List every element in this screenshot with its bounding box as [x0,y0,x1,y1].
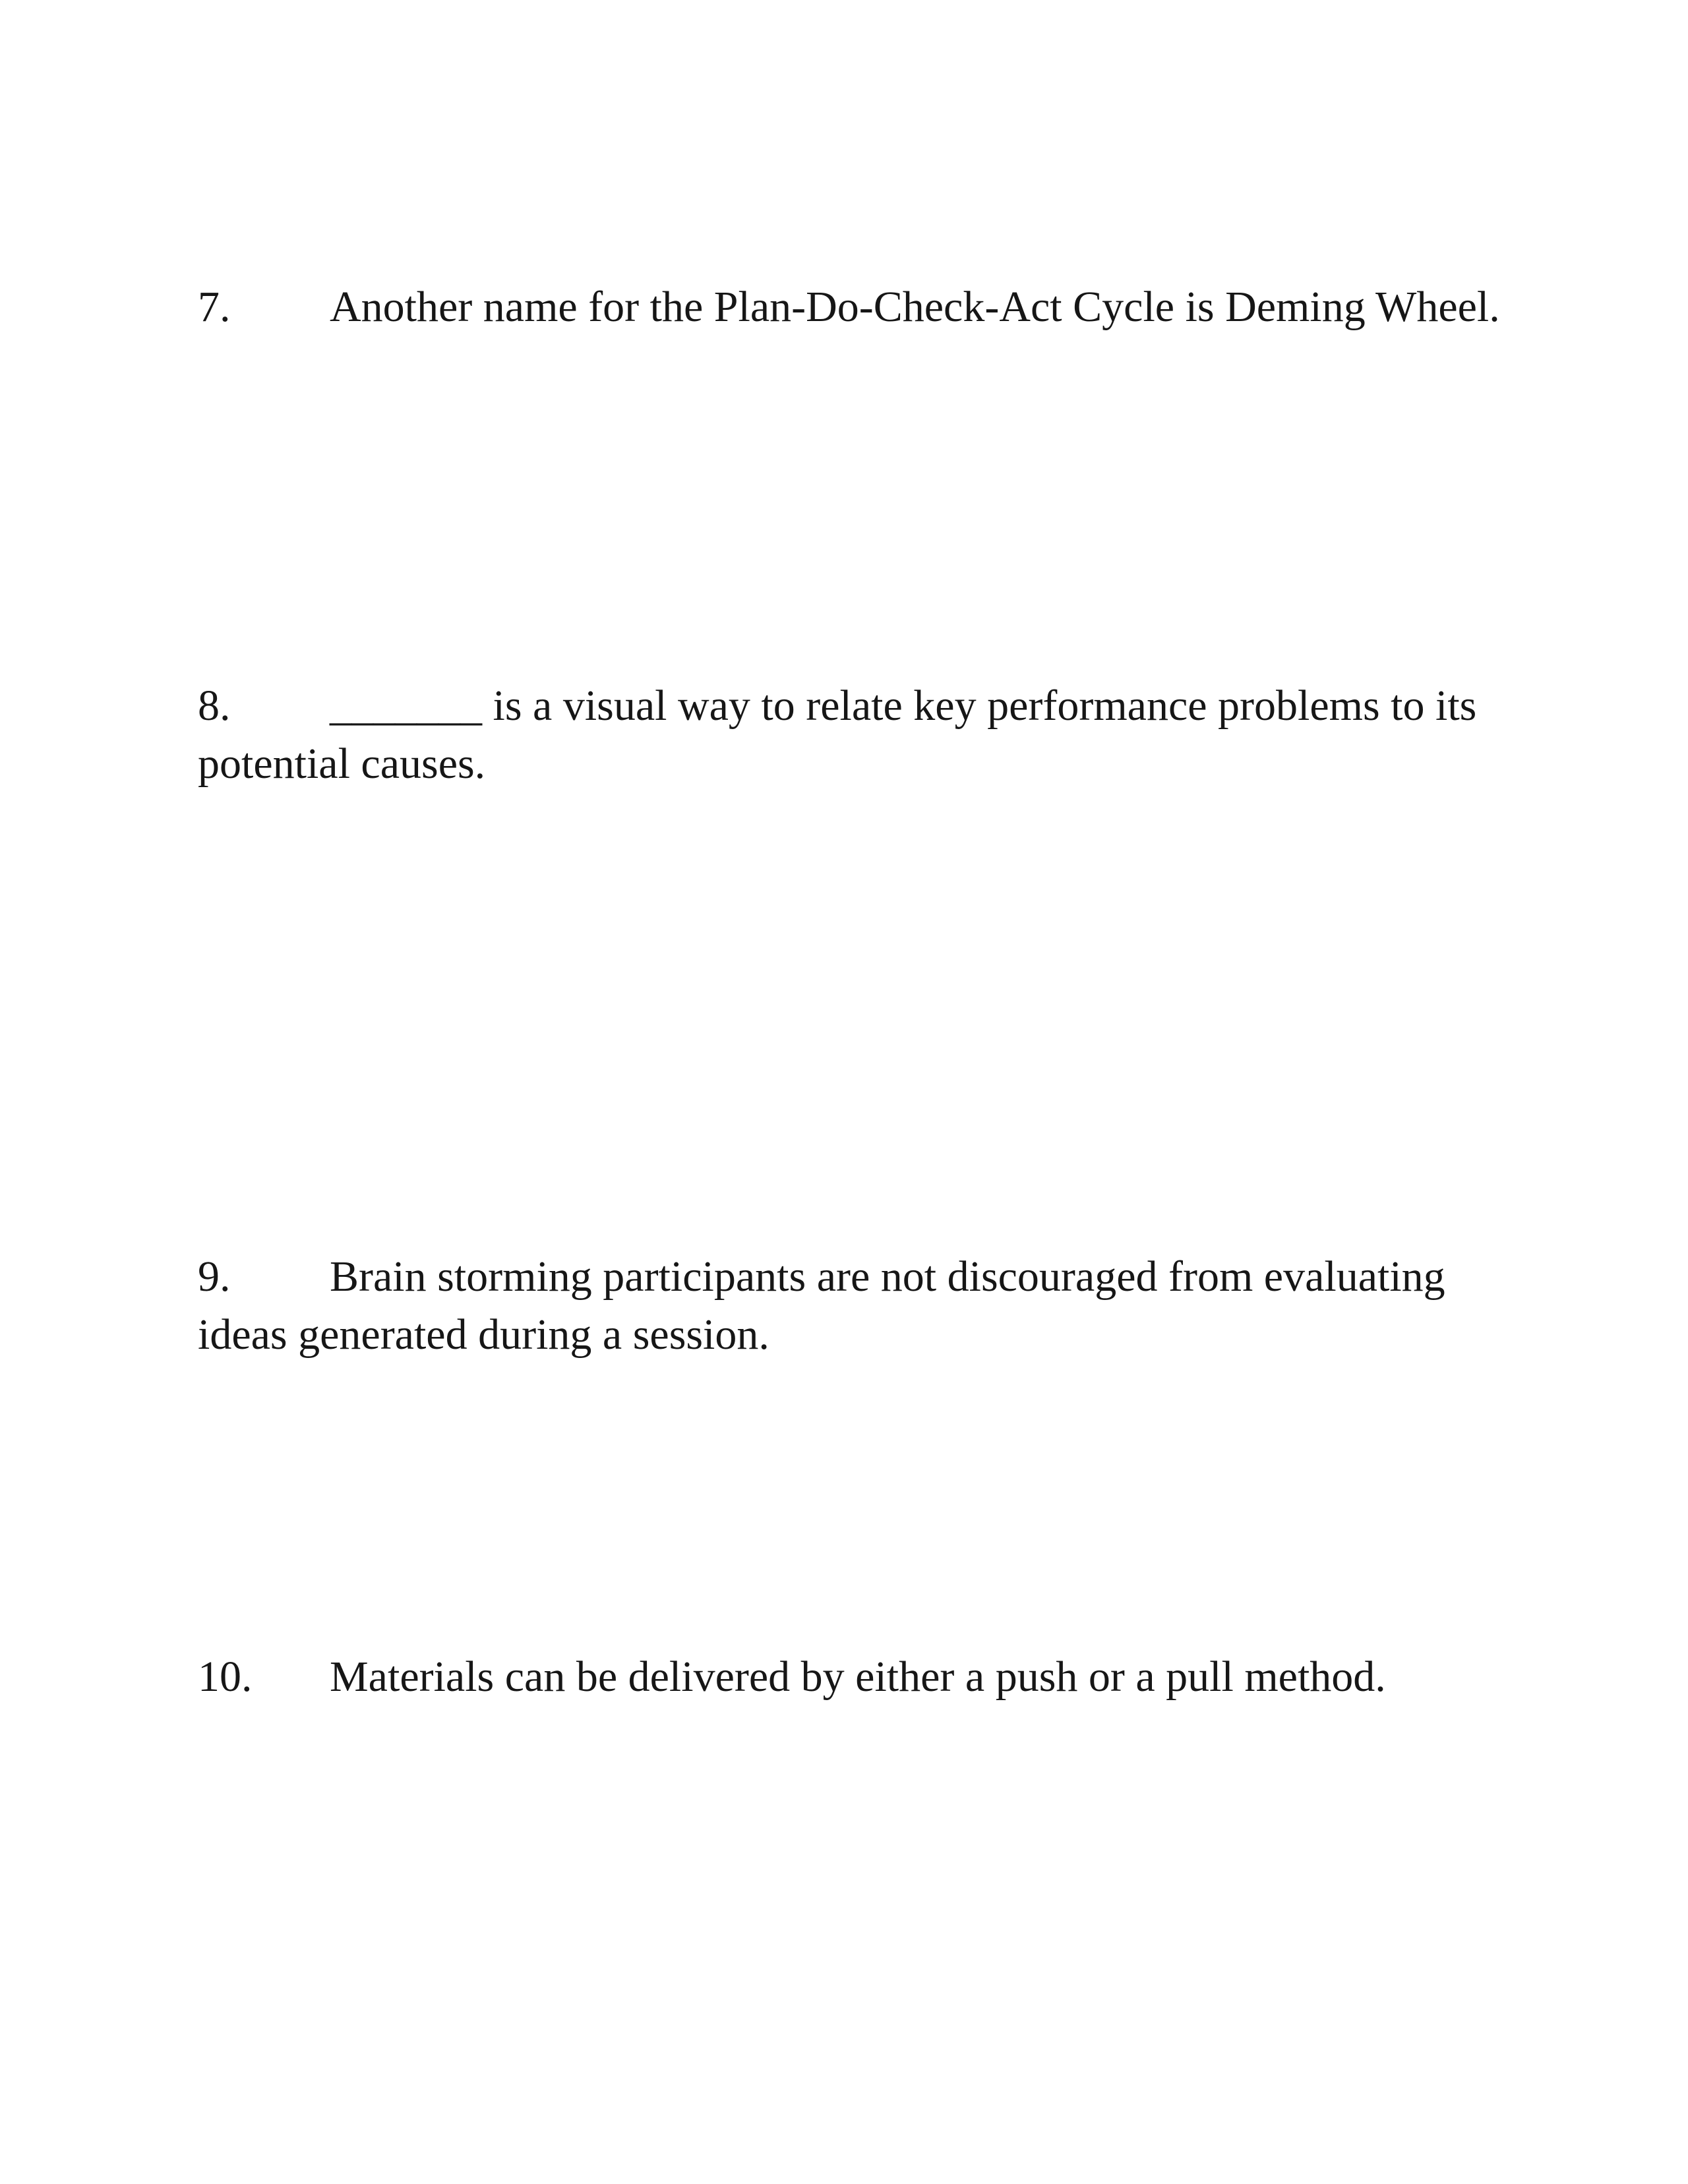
question-7 [198,278,1517,336]
question-number: 9. [198,1253,231,1301]
question-8 [198,677,1517,793]
question-text: _______ is a visual way to relate key performance problems to its potential causes. [198,682,1477,788]
question-text: Brain storming participants are not discouraged from evaluating ideas generated during a session. [198,1253,1445,1359]
question-10 [198,1648,1517,1706]
question-number: 7. [198,283,231,331]
question-text: Another name for the Plan-Do-Check-Act Cycle is Deming Wheel. [330,283,1500,331]
question-9 [198,1248,1517,1364]
question-number: 8. [198,682,231,730]
question-number: 10. [198,1653,253,1701]
question-text: Materials can be delivered by either a push or a pull method. [330,1653,1386,1701]
